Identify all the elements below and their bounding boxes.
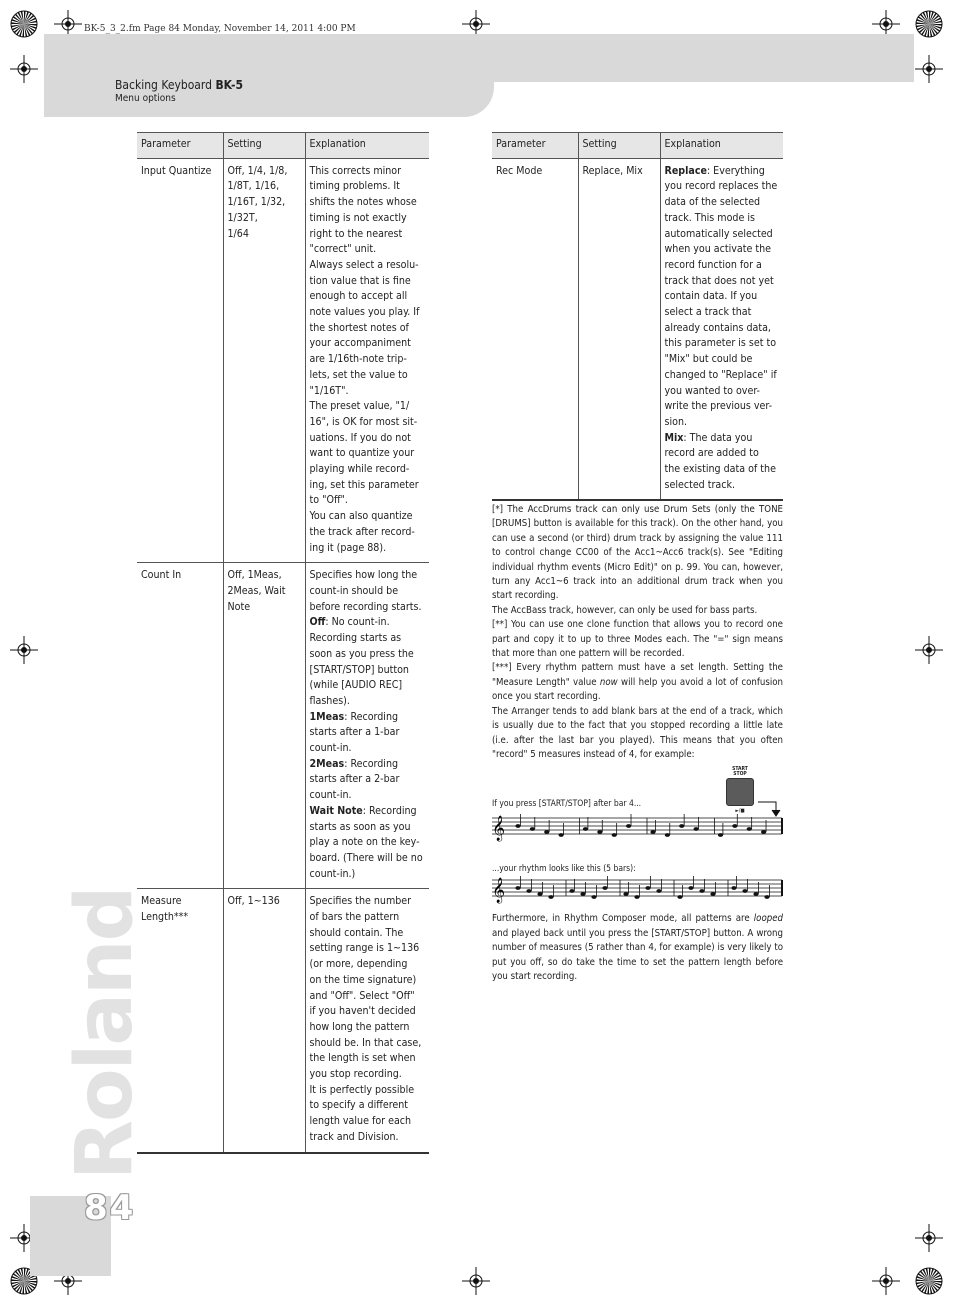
explanation-cell: Replace: Everything you record replaces the data of the selected track. This mode is automatically selected when you activate the record function for a track that does not yet contain data. If you select a track that already contains data, this parameter is set to "Mix" but could be changed to "Replace" if you wanted to over- write the previous ver- sion. Mix: The data you record are added to the existing data of the selected track. [660,158,783,500]
explanation-cell: Specifies how long the count-in should be before recording starts. Off: No count-in. Recording starts as soon as you press the [START/STOP] button (while [AUDIO REC] flashes). 1Meas: Recording starts after a 1-bar count-in. 2Meas: Recording starts after a 2-bar count-in. Wait Note: Recording starts as soon as you play a note on the key- board. (There will be no count-in.) [305,563,429,889]
file-info: BK-5_3_2.fm Page 84 Monday, November 14, 2011 4:00 PM [84,24,356,34]
svg-text:𝄞: 𝄞 [492,878,506,903]
start-stop-button-caption: START STOP [732,766,748,777]
page-title [115,78,243,92]
setting-cell: Off, 1/4, 1/8, 1/8T, 1/16, 1/16T, 1/32, 1/32T, 1/64 [223,158,305,563]
play-stop-symbol: ►/■ [735,808,745,814]
svg-text:𝄞: 𝄞 [492,816,506,841]
footnotes [492,503,783,762]
explanation-cell: This corrects minor timing problems. It shifts the notes whose timing is not exactly right to the nearest "correct" unit. Always select a resolu- tion value that is fine enough to accept all note values you play. If the shortest notes of your accompaniment are 1/16th-note trip- lets, set the value to "1/16T". The preset value, "1/ 16", is OK for most sit- uations. If you do not want to quantize your playing while record- ing, set this parameter to "Off". You can also quantize the track after record- ing it (page 88). [305,158,429,563]
parameter-cell: Rec Mode [492,158,578,500]
header-tab [44,60,494,117]
column-header-setting: Setting [223,133,305,159]
setting-cell: Replace, Mix [578,158,660,500]
music-notation-example [488,796,788,908]
parameter-table-left [137,132,429,1154]
page-title-model: BK-5 [215,78,243,92]
column-header-explanation: Explanation [305,133,429,159]
table-row [492,158,783,500]
staff-4-bars [492,814,782,841]
example-label-1: If you press [START/STOP] after bar 4... [492,799,642,809]
closing-paragraph: Furthermore, in Rhythm Composer mode, all patterns are looped and played back until you press the [START/STOP] button. A wrong number of measures (5 rather than 4, for example) is very likely to put you off, so do take the time to set the pattern length before you start recording. [492,913,783,983]
parameter-cell: Count In [137,563,223,889]
table-row [137,889,429,1153]
setting-cell: Off, 1Meas, 2Meas, Wait Note [223,563,305,889]
parameter-table-right [492,132,783,501]
footnote-1-bass: The AccBass track, however, can only be used for bass parts. [492,604,758,616]
table-row [137,158,429,563]
explanation-cell: Specifies the number of bars the pattern should contain. The setting range is 1~136 (or more, depending on the time signature) and "Off". Select "Off" if you haven't decided how long the pattern should be. In that case, the length is set when you stop recording. It is perfectly possible to specify a different length value for each track and Division. [305,889,429,1153]
column-header-parameter: Parameter [137,133,223,159]
page-number: 84 [84,1188,136,1228]
staff-5-bars [492,876,782,903]
parameter-cell: Measure Length*** [137,889,223,1153]
page-subtitle: Menu options [115,93,176,104]
brand-watermark: Roland [60,887,150,1180]
footnote-3: [***] Every rhythm pattern must have a set length. Setting the "Measure Length" value now will help you avoid a lot of confusion once you start recording. [492,662,783,703]
column-header-explanation: Explanation [660,133,783,159]
parameter-cell: Input Quantize [137,158,223,563]
page-title-prefix: Backing Keyboard [115,78,216,92]
setting-cell: Off, 1~136 [223,889,305,1153]
footnote-3-detail: The Arranger tends to add blank bars at the end of a track, which is usually due to the fact that you stopped recording a little late (i.e. after the last bar you played). This means that you often "record" 5 measures instead of 4, for example: [492,705,783,760]
footnote-1: [*] The AccDrums track can only use Drum Sets (only the TONE [DRUMS] button is available for this track). On the other hand, you can use a second (or third) drum track by assigning the value 111 to control change CC00 of the Acc1~Acc6 track(s). See "Editing individual rhythm events (Micro Edit)" on p. 99. You can, however, turn any Acc1~6 track into an additional drum track when you start recording. [492,504,783,602]
table-row [137,563,429,889]
example-label-2: ...your rhythm looks like this (5 bars): [492,864,636,874]
footnote-2: [**] You can use one clone function that allows you to record one part and copy it to up to three Modes each. The "=" sign means that more than one pattern will be recorded. [492,619,783,660]
column-header-setting: Setting [578,133,660,159]
arrow-icon [758,802,780,816]
column-header-parameter: Parameter [492,133,578,159]
